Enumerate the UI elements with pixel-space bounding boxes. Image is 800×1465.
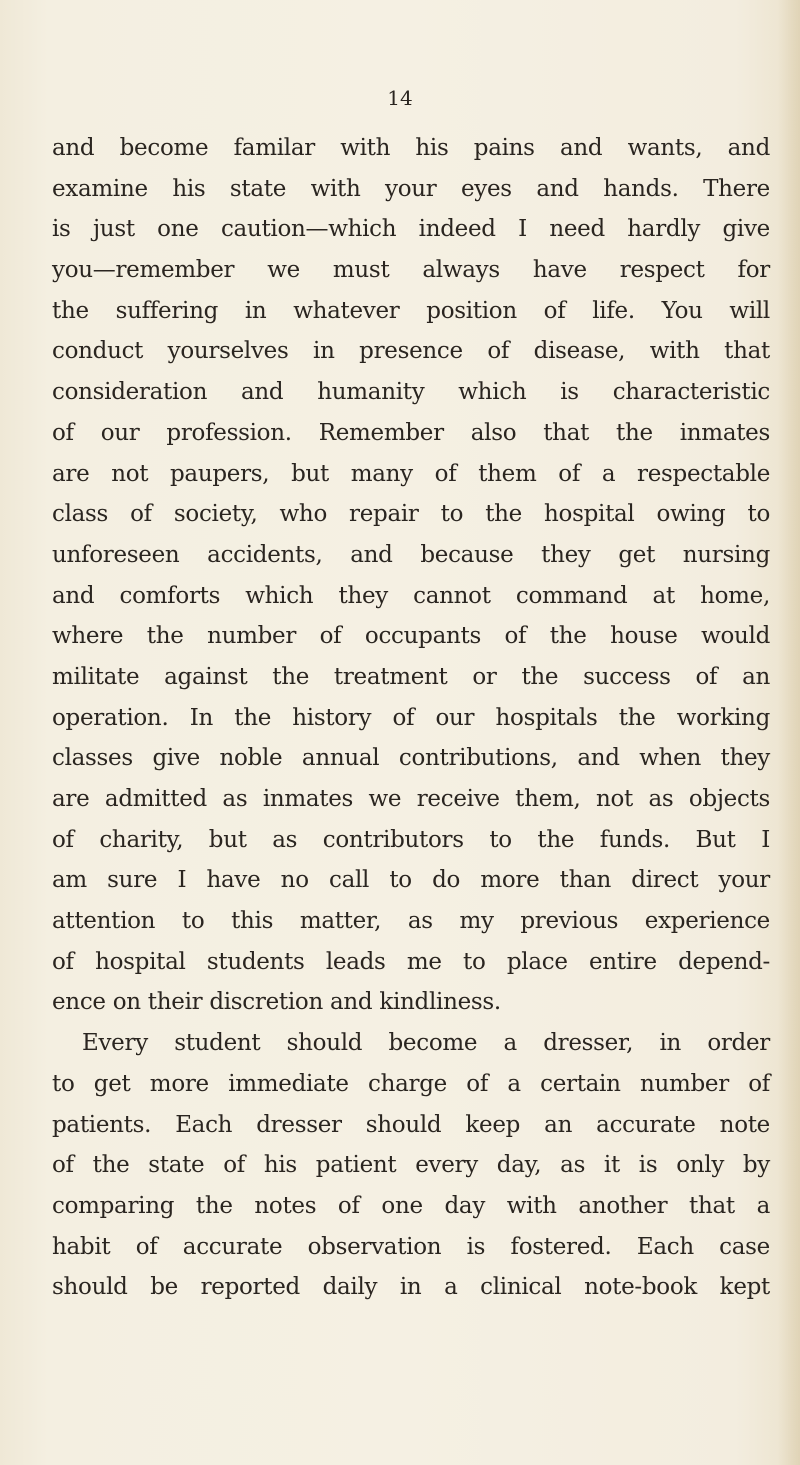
text-line: attention to this matter, as my previous experience — [52, 908, 770, 935]
text-line: am sure I have no call to do more than direct your — [52, 867, 770, 894]
body-text — [52, 128, 770, 1308]
text-line: class of society, who repair to the hospital owing to — [52, 501, 770, 528]
text-line: of our profession. Remember also that the inmates — [52, 419, 770, 446]
text-line: where the number of occupants of the house would — [52, 623, 770, 650]
text-line: habit of accurate observation is fostered. Each case — [52, 1233, 770, 1260]
text-line: examine his state with your eyes and hands. There — [52, 175, 770, 202]
text-line: the suffering in whatever position of life. You will — [52, 297, 770, 324]
text-line: patients. Each dresser should keep an accurate note — [52, 1111, 770, 1138]
page-edge-shading — [778, 0, 800, 1465]
text-line: and comforts which they cannot command at home, — [52, 582, 770, 609]
text-line: militate against the treatment or the success of an — [52, 663, 770, 690]
text-line: should be reported daily in a clinical note-book kept — [52, 1274, 770, 1301]
text-line: of the state of his patient every day, as it is only by — [52, 1152, 770, 1179]
text-line: consideration and humanity which is characteristic — [52, 379, 770, 406]
text-line: is just one caution—which indeed I need hardly give — [52, 216, 770, 243]
page-number: 14 — [387, 86, 413, 110]
text-line: to get more immediate charge of a certain number of — [52, 1070, 770, 1097]
text-line: are admitted as inmates we receive them, not as objects — [52, 786, 770, 812]
paragraph-start-line: Every student should become a dresser, in order — [82, 1030, 770, 1057]
text-line: of charity, but as contributors to the funds. But I — [52, 826, 770, 853]
text-line: conduct yourselves in presence of disease, with that — [52, 338, 770, 365]
text-line: and become familar with his pains and wants, and — [52, 135, 770, 161]
text-line: classes give noble annual contributions, and when they — [52, 745, 770, 772]
text-line: of hospital students leads me to place entire depend- — [52, 948, 770, 975]
text-line: comparing the notes of one day with another that a — [52, 1192, 770, 1219]
text-line: are not paupers, but many of them of a respectable — [52, 460, 770, 487]
paragraph-end-line: ence on their discretion and kindliness. — [52, 989, 501, 1016]
text-line: you—remember we must always have respect for — [52, 257, 770, 284]
text-line: unforeseen accidents, and because they get nursing — [52, 541, 770, 568]
text-line: operation. In the history of our hospitals the working — [52, 704, 770, 731]
